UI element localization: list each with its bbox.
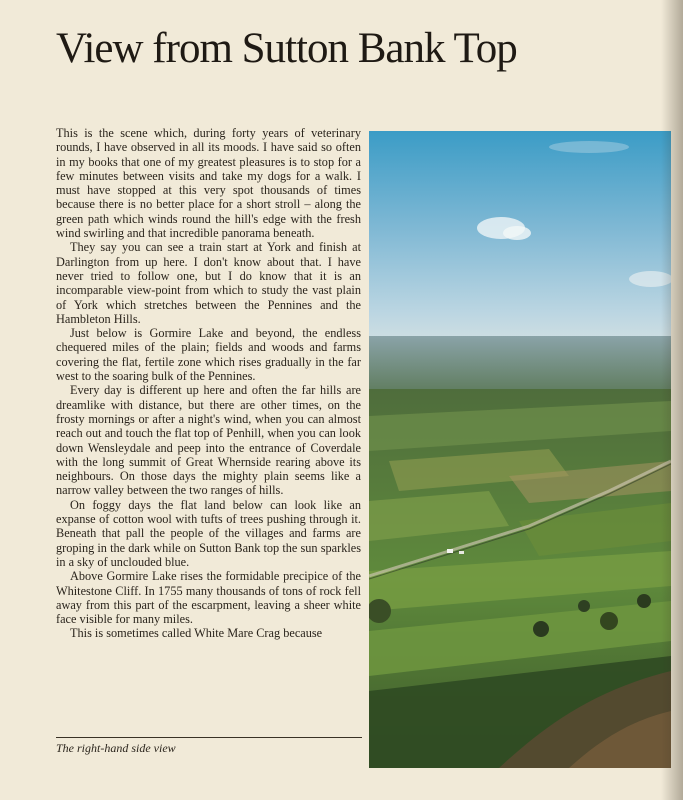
caption-rule [56,737,362,738]
body-text [56,126,361,641]
paragraph: Just below is Gormire Lake and beyond, the endless chequered miles of the plain; fields and woods and farms covering the flat, fertile zone which rises gradually in the far west to the soaring bulk of the Pennines. [56,326,361,384]
paragraph: Above Gormire Lake rises the formidable precipice of the Whitestone Cliff. In 1755 many thousands of tons of rock fell away from this part of the escarpment, leaving a sheer white face visible for many miles. [56,569,361,627]
landscape-illustration [369,131,671,768]
paragraph: They say you can see a train start at York and finish at Darlington from up here. I don't know about that. I have never tried to follow one, but I do know that it is an incomparable view-point from which to study the vast plain of York which stretches between the Pennines and the Hambleton Hills. [56,240,361,326]
page-title: View from Sutton Bank Top [56,25,517,72]
page-edge-shadow [661,0,683,800]
paragraph: This is sometimes called White Mare Crag because [70,626,323,641]
paragraph: On foggy days the flat land below can look like an expanse of cotton wool with tufts of trees pushing through it. Beneath that pall the people of the villages and farms are groping in the dark while on Sutton Bank top the sun sparkles in a sky of unclouded blue. [56,497,361,569]
paragraph: This is the scene which, during forty years of veterinary rounds, I have observed in all its moods. I have said so often in my books that one of my greatest pleasures is to stop for a few minutes between visits and take my dogs for a walk. I must have stopped at this very spot thousands of times because there is no better place for a short stroll – along the green path which winds round the hill's edge with the fresh wind swirling and that incredible panorama beneath. [56,126,361,241]
paragraph: Every day is different up here and often the far hills are dreamlike with distance, but there are other times, on the frosty mornings or after a night's wind, when you can almost reach out and touch the flat top of Penhill, when you can look down Wensleydale and peep into the entrance of Coverdale with the long summit of Great Whernside rearing above its neighbours. On those days the mighty plain seems like a narrow valley between the two ranges of hills. [56,383,361,498]
landscape-photo [369,131,671,768]
photo-caption: The right-hand side view [56,741,176,755]
